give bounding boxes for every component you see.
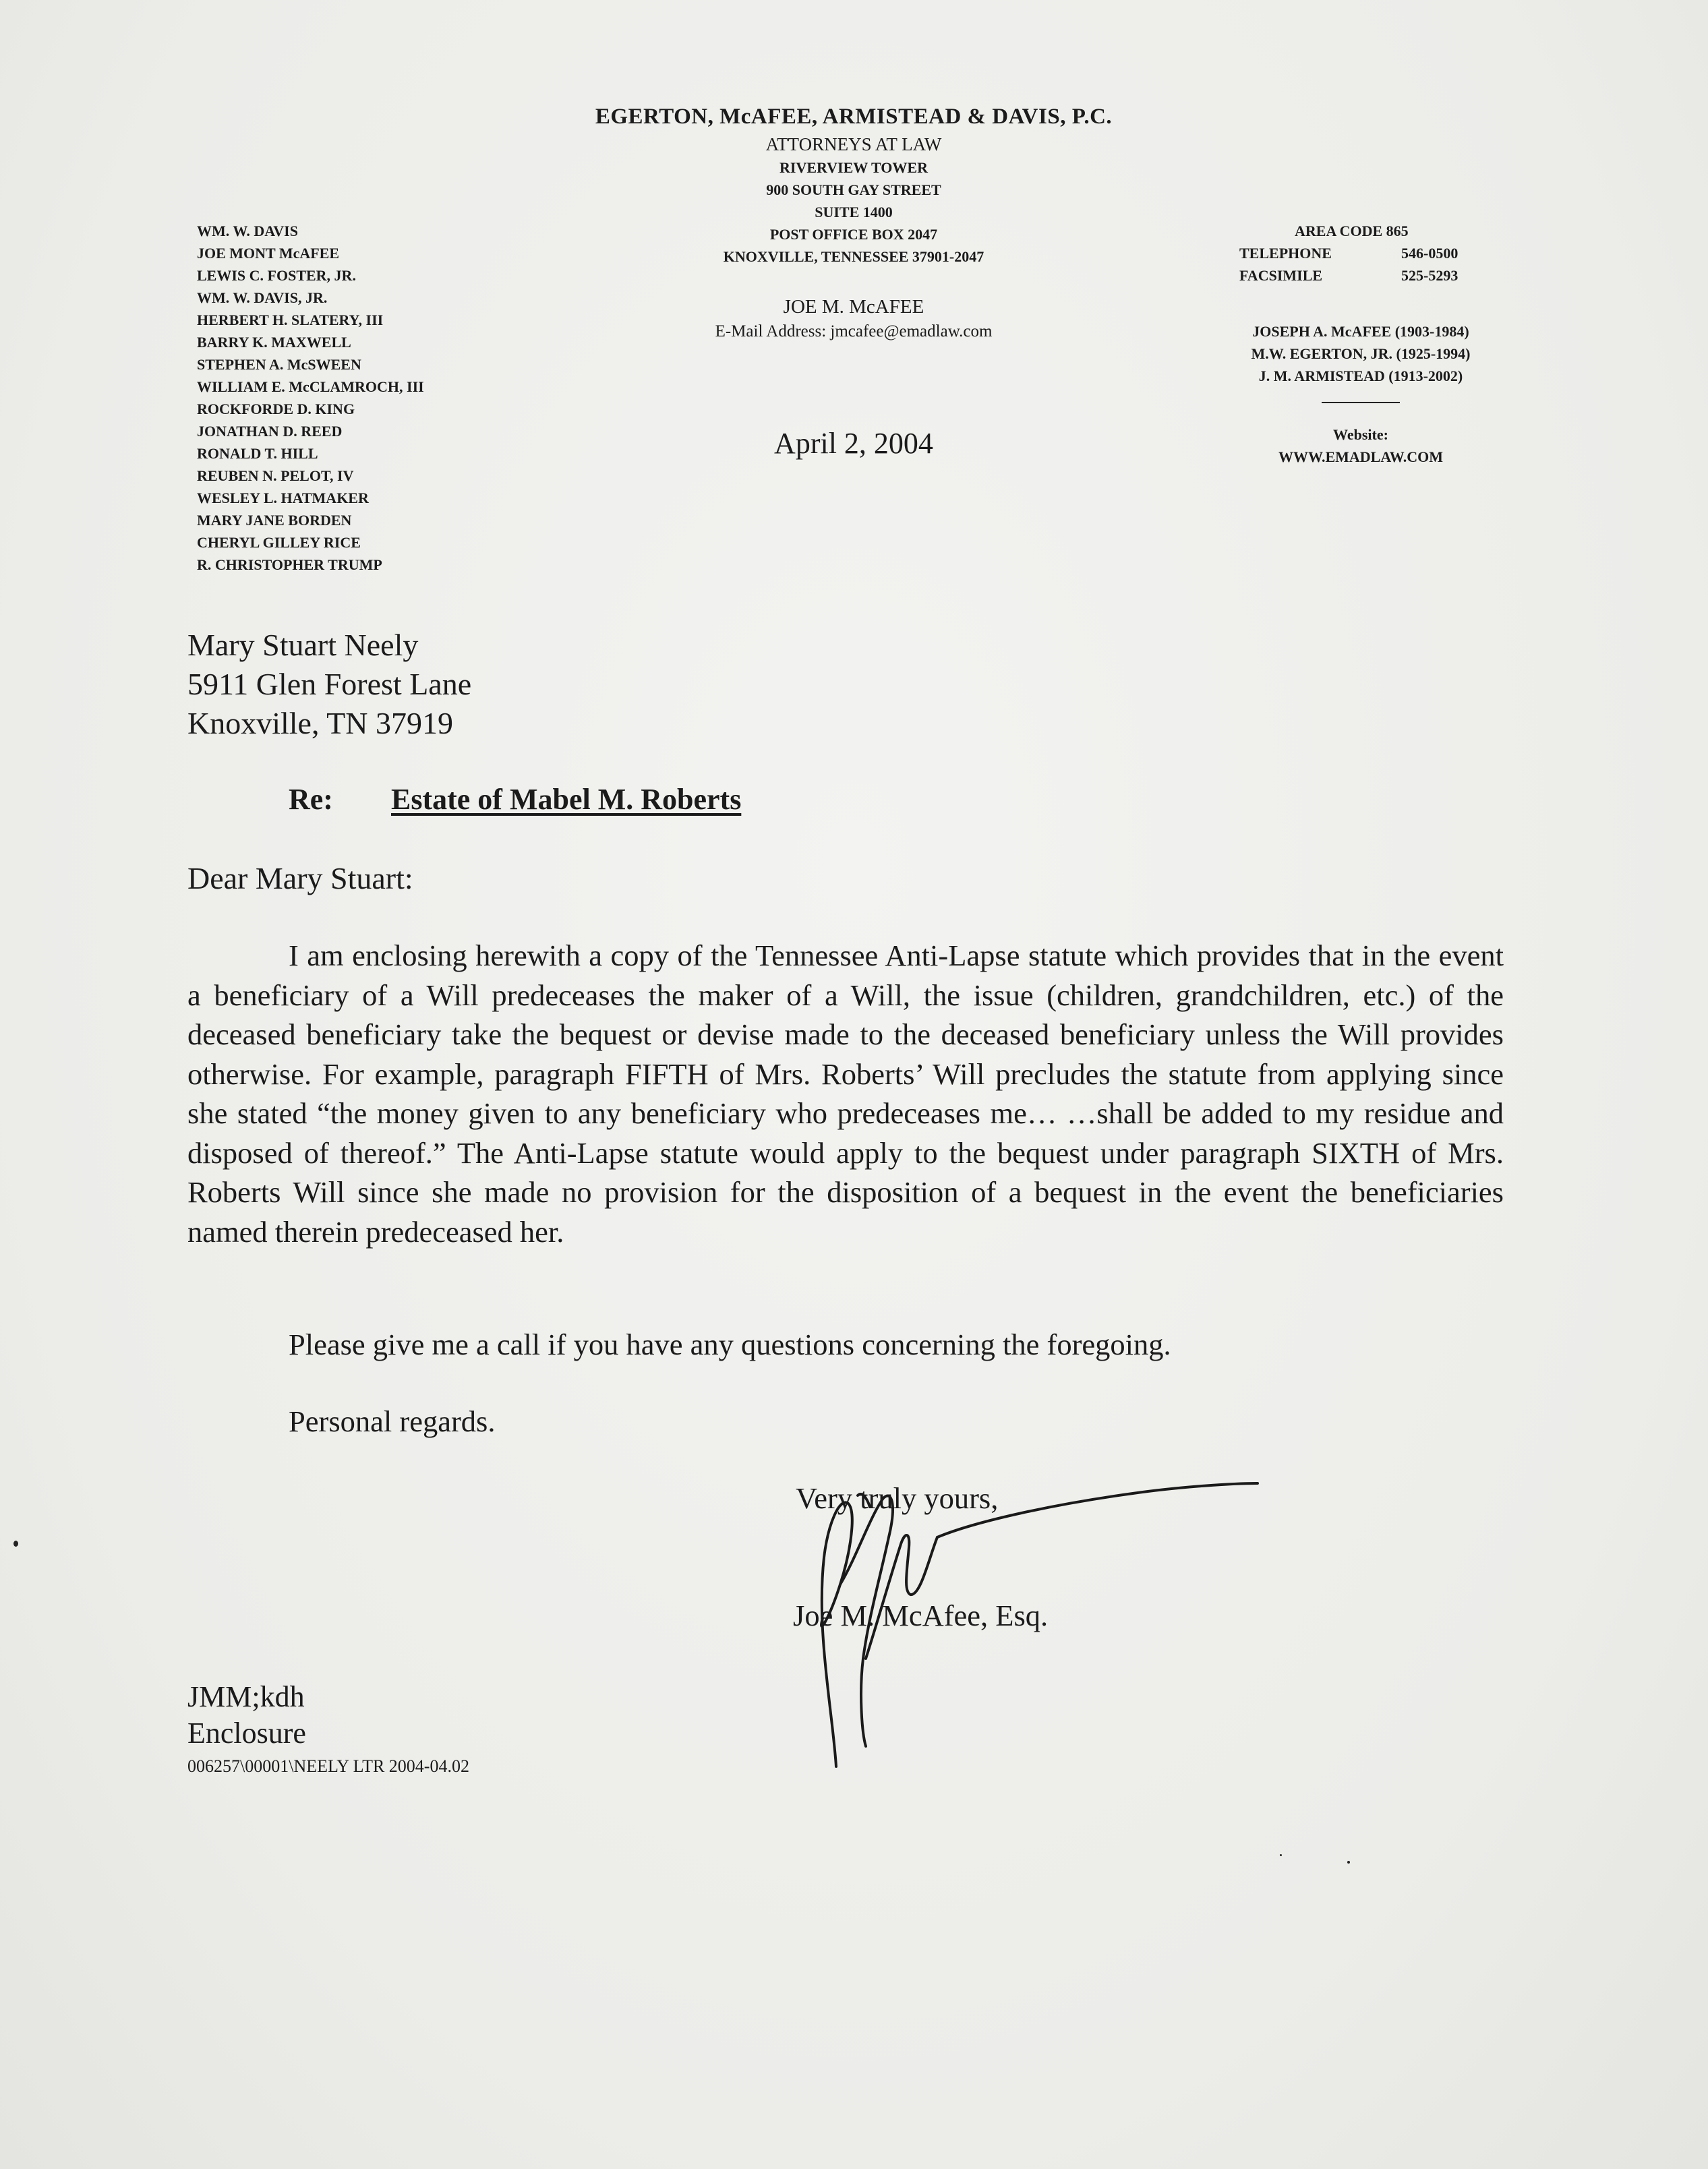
- memorial-name: JOSEPH A. McAFEE (1903-1984): [1252, 323, 1469, 340]
- body-paragraph: Please give me a call if you have any questions concerning the foregoing.: [289, 1328, 1171, 1361]
- telephone-label: TELEPHONE: [1239, 245, 1332, 262]
- partner-name: BARRY K. MAXWELL: [197, 334, 351, 351]
- recipient-line: Knoxville, TN 37919: [187, 706, 453, 740]
- memorial-name: M.W. EGERTON, JR. (1925-1994): [1251, 345, 1471, 362]
- partner-name: HERBERT H. SLATERY, III: [197, 311, 384, 328]
- partner-name: WILLIAM E. McCLAMROCH, III: [197, 378, 424, 395]
- enclosure-note: Enclosure: [187, 1717, 306, 1750]
- closing: Very truly yours,: [796, 1481, 999, 1515]
- facsimile-number: 525-5293: [1401, 267, 1459, 284]
- facsimile-label: FACSIMILE: [1239, 267, 1323, 284]
- partner-name: JOE MONT McAFEE: [197, 245, 340, 262]
- partner-name: R. CHRISTOPHER TRUMP: [197, 556, 382, 573]
- divider: [1322, 402, 1400, 403]
- partner-name: STEPHEN A. McSWEEN: [197, 356, 361, 373]
- firm-address-line: RIVERVIEW TOWER: [779, 159, 928, 176]
- body-paragraph: I am enclosing herewith a copy of the Tennessee Anti-Lapse statute which provides that in the event a beneficiary of a Will predeceases the maker of a Will, the issue (children, grandchildren, etc.) of the deceased beneficiary take the bequest or devise made to the deceased beneficiary unless the Will provides otherwise. For example, paragraph FIFTH of Mrs. Roberts’ Will precludes the statute from applying since she stated “the money given to any beneficiary who predeceases me… …shall be added to my residue and disposed of thereof.” The Anti-Lapse statute would apply to the bequest under paragraph SIXTH of Mrs. Roberts Will since she made no provision for the disposition of a bequest in the event the beneficiaries named therein predeceased her.: [187, 939, 1504, 1249]
- typist-initials: JMM;kdh: [187, 1680, 305, 1713]
- memorial-name: J. M. ARMISTEAD (1913-2002): [1258, 367, 1463, 384]
- salutation: Dear Mary Stuart:: [187, 861, 413, 895]
- memorial-list: [1239, 320, 1482, 387]
- telephone-row: [1239, 242, 1482, 264]
- letter-date: April 2, 2004: [774, 427, 933, 460]
- website-url: WWW.EMADLAW.COM: [1278, 448, 1444, 465]
- area-code: AREA CODE 865: [1295, 222, 1409, 239]
- partner-name: WM. W. DAVIS, JR.: [197, 289, 328, 306]
- website-label: Website:: [1333, 426, 1388, 443]
- attorney-name: JOE M. McAFEE: [783, 296, 924, 318]
- partner-name: WESLEY L. HATMAKER: [197, 489, 369, 506]
- partner-name: RONALD T. HILL: [197, 445, 318, 462]
- attorney-contact: [517, 293, 1191, 343]
- partner-name: ROCKFORDE D. KING: [197, 400, 355, 417]
- firm-address-line: 900 SOUTH GAY STREET: [766, 181, 941, 198]
- firm-name: EGERTON, McAFEE, ARMISTEAD & DAVIS, P.C.: [595, 105, 1113, 129]
- firm-address-line: POST OFFICE BOX 2047: [769, 226, 938, 243]
- re-label: Re:: [289, 783, 333, 816]
- facsimile-row: [1239, 264, 1482, 287]
- letterhead-center: [517, 101, 1191, 343]
- scan-speck: [13, 1541, 18, 1547]
- telephone-number: 546-0500: [1401, 245, 1459, 262]
- attorney-email: E-Mail Address: jmcafee@emadlaw.com: [715, 322, 993, 340]
- partner-name: REUBEN N. PELOT, IV: [197, 467, 354, 484]
- firm-subtitle: ATTORNEYS AT LAW: [765, 134, 942, 154]
- recipient-line: 5911 Glen Forest Lane: [187, 667, 472, 701]
- reference-block: [187, 1679, 469, 1781]
- file-reference: 006257\00001\NEELY LTR 2004-04.02: [187, 1756, 469, 1776]
- scan-speck: [1347, 1861, 1350, 1864]
- handwritten-signature: [775, 1456, 1281, 1773]
- firm-address-line: SUITE 1400: [815, 204, 893, 220]
- scan-speck: [1280, 1854, 1282, 1856]
- partner-name: LEWIS C. FOSTER, JR.: [197, 267, 356, 284]
- firm-address-line: KNOXVILLE, TENNESSEE 37901-2047: [723, 248, 984, 265]
- recipient-line: Mary Stuart Neely: [187, 628, 419, 662]
- partner-name: WM. W. DAVIS: [197, 222, 298, 239]
- partner-name: MARY JANE BORDEN: [197, 512, 352, 529]
- body-paragraph: Personal regards.: [289, 1404, 496, 1438]
- partners-list: [197, 220, 424, 576]
- re-subject: Estate of Mabel M. Roberts: [391, 783, 742, 816]
- re-line: [289, 782, 741, 816]
- contact-block: [1239, 220, 1482, 468]
- partner-name: JONATHAN D. REED: [197, 423, 343, 440]
- signer-name: Joe M. McAfee, Esq.: [793, 1599, 1049, 1632]
- recipient-address: [187, 626, 471, 743]
- partner-name: CHERYL GILLEY RICE: [197, 534, 361, 551]
